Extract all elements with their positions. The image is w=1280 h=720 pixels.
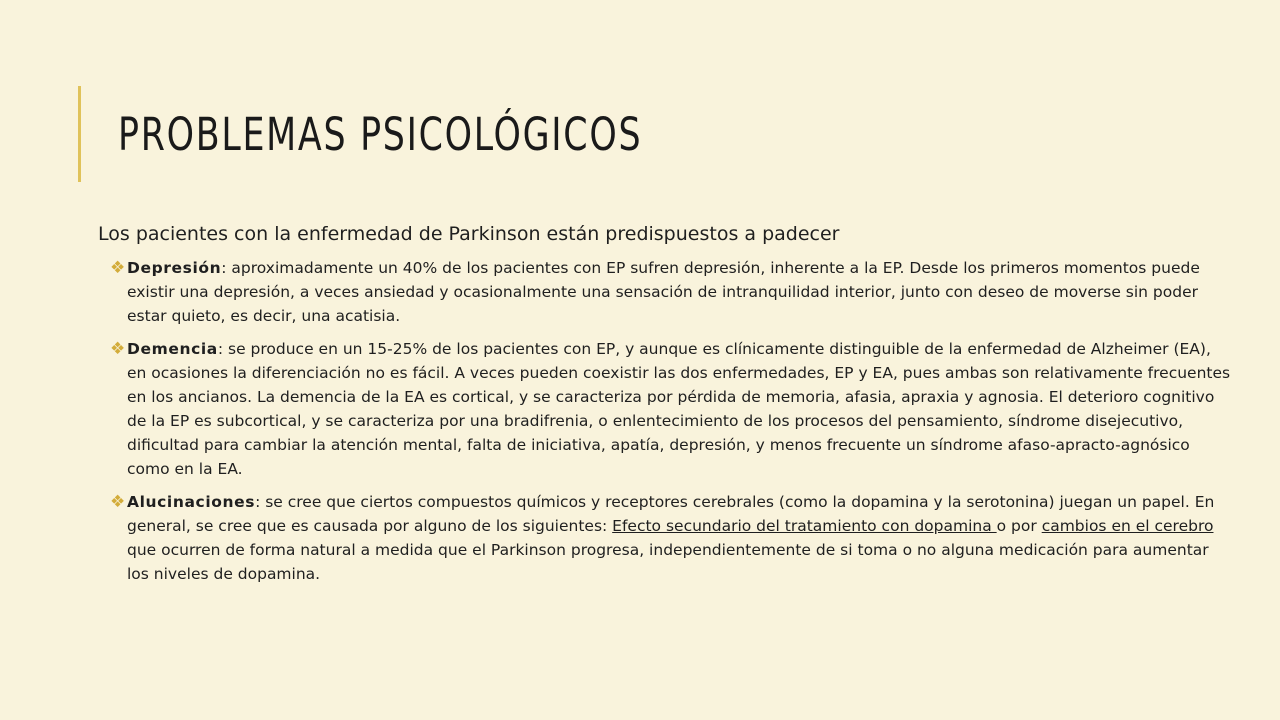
bullet-term: Alucinaciones <box>127 493 256 511</box>
bullet-text: aproximadamente un 40% de los pacientes con EP sufren depresión, inherente a la EP. Desde los primeros momentos puede existir una depresión, a veces ansiedad y ocasionalmente una sensación de intranquilidad interior, junto con deseo de moverse sin poder estar quieto, es decir, una acatisia. <box>127 259 1200 325</box>
bullet-text: se cree que ciertos compuestos químicos y receptores cerebrales (como la dopamina y la serotonina) juegan un papel. En general, se cree que es causada por alguno de los siguientes: <box>127 493 1215 535</box>
bullet-text: o por <box>996 517 1042 535</box>
bullet-demencia <box>110 337 1232 481</box>
bullet-term: Depresión <box>127 259 222 277</box>
bullet-text: se produce en un 15-25% de los pacientes con EP, y aunque es clínicamente distinguible de la enfermedad de Alzheimer (EA), en ocasiones la diferenciación no es fácil. A veces pueden coexistir las dos enfermedades, EP y EA, pues ambas son relativamente frecuentes en los ancianos. La demencia de la EA es cortical, y se caracteriza por pérdida de memoria, afasia, apraxia y agnosia. El deterioro cognitivo de la EP es subcortical, y se caracteriza por una bradifrenia, o enlentecimiento de los procesos del pensamiento, síndrome disejecutivo, dificultad para cambiar la atención mental, falta de iniciativa, apatía, depresión, y menos frecuente un síndrome afaso-apracto-agnósico como en la EA. <box>127 340 1231 478</box>
bullet-depresion <box>110 256 1232 328</box>
bullet-separator: : <box>221 259 232 277</box>
bullet-separator: : <box>255 493 266 511</box>
bullet-list <box>110 256 1232 595</box>
link-efecto-secundario[interactable]: Efecto secundario del tratamiento con dopamina <box>612 517 997 535</box>
slide-title: PROBLEMAS PSICOLÓGICOS <box>118 108 643 161</box>
bullet-text: que ocurren de forma natural a medida que el Parkinson progresa, independientemente de si toma o no alguna medicación para aumentar los niveles de dopamina. <box>127 541 1209 583</box>
diamond-bullet-icon: ❖ <box>110 339 126 359</box>
bullet-alucinaciones <box>110 490 1232 586</box>
intro-text: Los pacientes con la enfermedad de Parkinson están predispuestos a padecer <box>98 223 840 245</box>
bullet-term: Demencia <box>127 340 218 358</box>
bullet-separator: : <box>217 340 228 358</box>
diamond-bullet-icon: ❖ <box>110 258 126 278</box>
diamond-bullet-icon: ❖ <box>110 492 126 512</box>
title-accent-bar <box>78 86 81 182</box>
link-cambios-cerebro[interactable]: cambios en el cerebro <box>1041 517 1214 535</box>
